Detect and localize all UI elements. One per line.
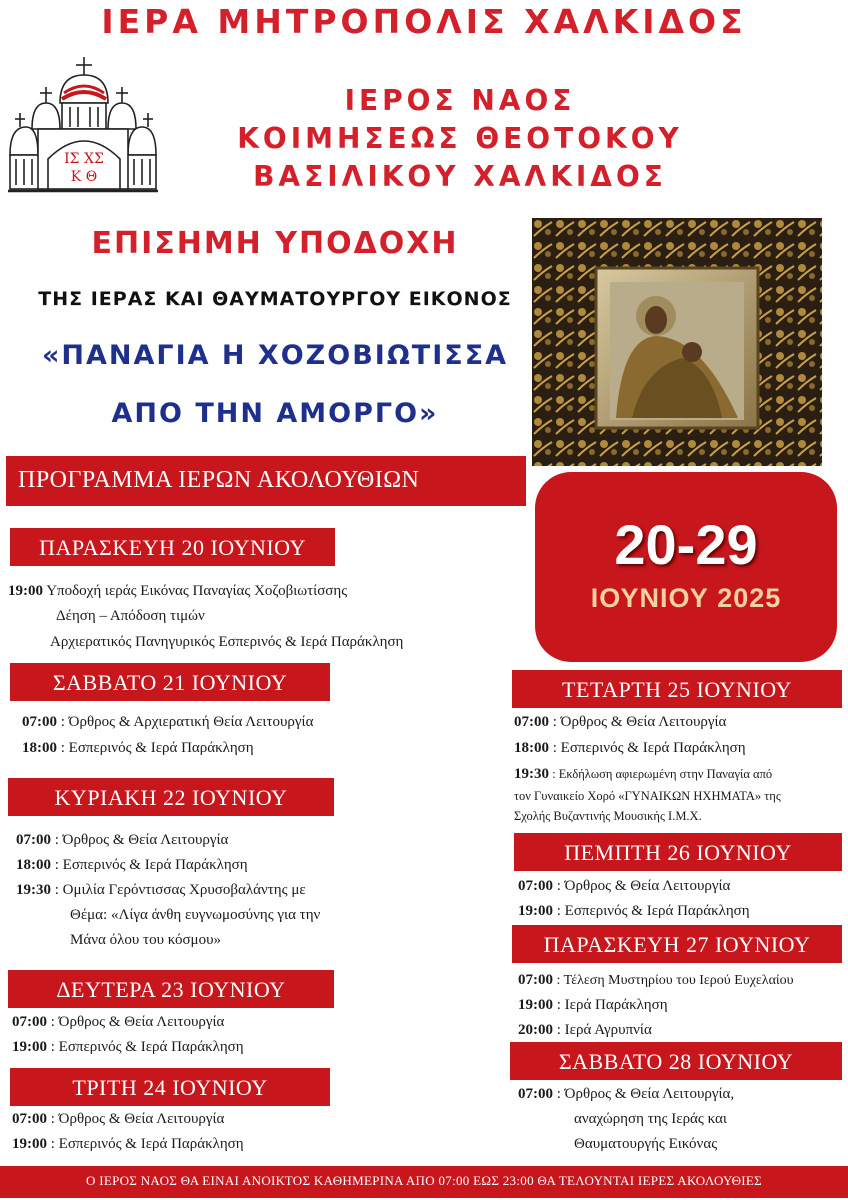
svg-text:Κ Θ: Κ Θ bbox=[70, 169, 98, 185]
service: : Τέλεση Μυστηρίου του Ιερού Ευχελαίου bbox=[556, 973, 794, 988]
day-header-23: ΔΕΥΤΕΡΑ 23 ΙΟΥΝΙΟΥ bbox=[8, 970, 334, 1008]
day-header-20: ΠΑΡΑΣΚΕΥΗ 20 ΙΟΥΝΙΟΥ bbox=[10, 528, 335, 566]
service: : Όρθρος & Θεία Λειτουργία bbox=[50, 1014, 225, 1030]
church-logo-icon bbox=[8, 55, 158, 195]
schedule-line: αναχώρηση της Ιεράς και bbox=[574, 1111, 727, 1127]
schedule-line bbox=[518, 972, 794, 989]
service: : Εσπερινός & Ιερά Παράκληση bbox=[552, 740, 746, 756]
service: : Όρθρος & Θεία Λειτουργία bbox=[50, 1111, 225, 1127]
time: 20:00 bbox=[518, 1022, 553, 1038]
naos-line-3: ΒΑΣΙΛΙΚΟΥ ΧΑΛΚΙΔΟΣ bbox=[253, 160, 667, 193]
service: : Εσπερινός & Ιερά Παράκληση bbox=[50, 1136, 244, 1152]
schedule-line bbox=[518, 997, 668, 1014]
naos-line-1: ΙΕΡΟΣ ΝΑΟΣ bbox=[344, 84, 576, 117]
event-title: ΕΠΙΣΗΜΗ ΥΠΟΔΟΧΗ bbox=[91, 226, 459, 261]
service: : Όρθρος & Αρχιερατική Θεία Λειτουργία bbox=[60, 714, 314, 730]
service: : Εσπερινός & Ιερά Παράκληση bbox=[556, 903, 750, 919]
schedule-line bbox=[518, 1022, 652, 1039]
day-header-28: ΣΑΒΒΑΤΟ 28 ΙΟΥΝΙΟΥ bbox=[510, 1042, 842, 1080]
service: : Ιερά Παράκληση bbox=[556, 997, 668, 1013]
schedule-line bbox=[12, 1014, 224, 1031]
icon-name-line-1: «ΠΑΝΑΓΙΑ Η ΧΟΖΟΒΙΩΤΙΣΣΑ bbox=[41, 340, 509, 371]
day-header-26: ΠΕΜΠΤΗ 26 ΙΟΥΝΙΟΥ bbox=[514, 833, 842, 871]
time: 07:00 bbox=[518, 878, 553, 894]
schedule-line: τον Γυναικείο Χορό «ΓΥΝΑΙΚΩΝ ΗΧΗΜΑΤΑ» της bbox=[514, 789, 781, 803]
schedule-line bbox=[12, 1111, 224, 1128]
time: 18:00 bbox=[514, 740, 549, 756]
service: : Εσπερινός & Ιερά Παράκληση bbox=[60, 740, 254, 756]
service: : Όρθρος & Θεία Λειτουργία bbox=[556, 878, 731, 894]
schedule-line bbox=[12, 1039, 244, 1056]
icon-painting-image bbox=[532, 218, 822, 466]
schedule-line bbox=[12, 1136, 244, 1153]
schedule-line bbox=[514, 766, 848, 783]
schedule-line bbox=[16, 857, 248, 874]
time: 18:00 bbox=[22, 740, 57, 756]
month-year: ΙΟΥΝΙΟΥ 2025 bbox=[590, 583, 782, 613]
time: 07:00 bbox=[514, 714, 549, 730]
service: : Ιερά Αγρυπνία bbox=[556, 1022, 652, 1038]
time: 19:00 bbox=[518, 997, 553, 1013]
schedule-line bbox=[514, 740, 746, 757]
schedule-line bbox=[518, 1086, 734, 1103]
schedule-line bbox=[16, 832, 228, 849]
schedule-line: Δέηση – Απόδοση τιμών bbox=[56, 608, 205, 624]
time: 07:00 bbox=[518, 972, 553, 988]
program-title: ΠΡΟΓΡΑΜΜΑ ΙΕΡΩΝ ΑΚΟΛΟΥΘΙΩΝ bbox=[6, 456, 526, 506]
icon-name-line-2: ΑΠΟ ΤΗΝ ΑΜΟΡΓΟ» bbox=[111, 398, 439, 429]
time: 07:00 bbox=[22, 714, 57, 730]
service: Υποδοχή ιεράς Εικόνας Παναγίας Χοζοβιωτίσσης bbox=[46, 583, 348, 599]
schedule-line: Μάνα όλου του κόσμου» bbox=[70, 932, 222, 948]
schedule-line bbox=[8, 583, 347, 600]
event-subtitle: ΤΗΣ ΙΕΡΑΣ ΚΑΙ ΘΑΥΜΑΤΟΥΡΓΟΥ ΕΙΚΟΝΟΣ bbox=[38, 288, 512, 310]
service: : Ομιλία Γερόντισσας Χρυσοβαλάντης με bbox=[54, 882, 306, 898]
day-header-25: ΤΕΤΑΡΤΗ 25 ΙΟΥΝΙΟΥ bbox=[512, 670, 842, 708]
schedule-line: Θαυματουργής Εικόνας bbox=[574, 1136, 718, 1152]
schedule-line bbox=[514, 714, 726, 731]
schedule-line bbox=[518, 903, 750, 920]
day-header-22: ΚΥΡΙΑΚΗ 22 ΙΟΥΝΙΟΥ bbox=[8, 778, 334, 816]
service: : Εκδήλωση αφιερωμένη στην Παναγία από bbox=[552, 767, 773, 781]
service: : Εσπερινός & Ιερά Παράκληση bbox=[50, 1039, 244, 1055]
service: : Όρθρος & Θεία Λειτουργία, bbox=[556, 1086, 735, 1102]
time: 19:00 bbox=[8, 583, 43, 599]
schedule-line bbox=[22, 714, 313, 731]
service: : Εσπερινός & Ιερά Παράκληση bbox=[54, 857, 248, 873]
metropolis-title: ΙΕΡΑ ΜΗΤΡΟΠΟΛΙΣ ΧΑΛΚΙΔΟΣ bbox=[101, 2, 747, 41]
time: 18:00 bbox=[16, 857, 51, 873]
day-header-24: ΤΡΙΤΗ 24 ΙΟΥΝΙΟΥ bbox=[10, 1068, 330, 1106]
service: : Όρθρος & Θεία Λειτουργία bbox=[552, 714, 727, 730]
date-range: 20-29 bbox=[614, 513, 758, 576]
svg-text:ΙΣ ΧΣ: ΙΣ ΧΣ bbox=[64, 151, 104, 167]
time: 07:00 bbox=[518, 1086, 553, 1102]
time: 19:30 bbox=[514, 766, 549, 782]
time: 19:00 bbox=[12, 1039, 47, 1055]
time: 07:00 bbox=[16, 832, 51, 848]
schedule-line: Θέμα: «Λίγα άνθη ευγνωμοσύνης για την bbox=[70, 907, 321, 923]
time: 19:00 bbox=[12, 1136, 47, 1152]
time: 07:00 bbox=[12, 1111, 47, 1127]
time: 19:30 bbox=[16, 882, 51, 898]
schedule-line bbox=[22, 740, 254, 757]
day-header-21: ΣΑΒΒΑΤΟ 21 ΙΟΥΝΙΟΥ bbox=[10, 663, 330, 701]
time: 07:00 bbox=[12, 1014, 47, 1030]
footer-notice: Ο ΙΕΡΟΣ ΝΑΟΣ ΘΑ ΕΙΝΑΙ ΑΝΟΙΚΤΟΣ ΚΑΘΗΜΕΡΙΝΑ ΑΠΟ 07:00 ΕΩΣ 23:00 ΘΑ ΤΕΛΟΥΝΤΑΙ ΙΕΡΕΣ ΑΚΟΛΟΥΘΙΕΣ bbox=[0, 1166, 848, 1198]
schedule-line bbox=[16, 882, 306, 899]
schedule-line: Σχολής Βυζαντινής Μουσικής Ι.Μ.Χ. bbox=[514, 809, 702, 823]
day-header-27: ΠΑΡΑΣΚΕΥΗ 27 ΙΟΥΝΙΟΥ bbox=[512, 925, 842, 963]
schedule-line bbox=[518, 878, 730, 895]
time: 19:00 bbox=[518, 903, 553, 919]
naos-line-2: ΚΟΙΜΗΣΕΩΣ ΘΕΟΤΟΚΟΥ bbox=[237, 122, 683, 155]
service: : Όρθρος & Θεία Λειτουργία bbox=[54, 832, 229, 848]
date-box bbox=[535, 472, 837, 662]
schedule-line: Αρχιερατικός Πανηγυρικός Εσπερινός & Ιερά Παράκληση bbox=[50, 634, 404, 650]
